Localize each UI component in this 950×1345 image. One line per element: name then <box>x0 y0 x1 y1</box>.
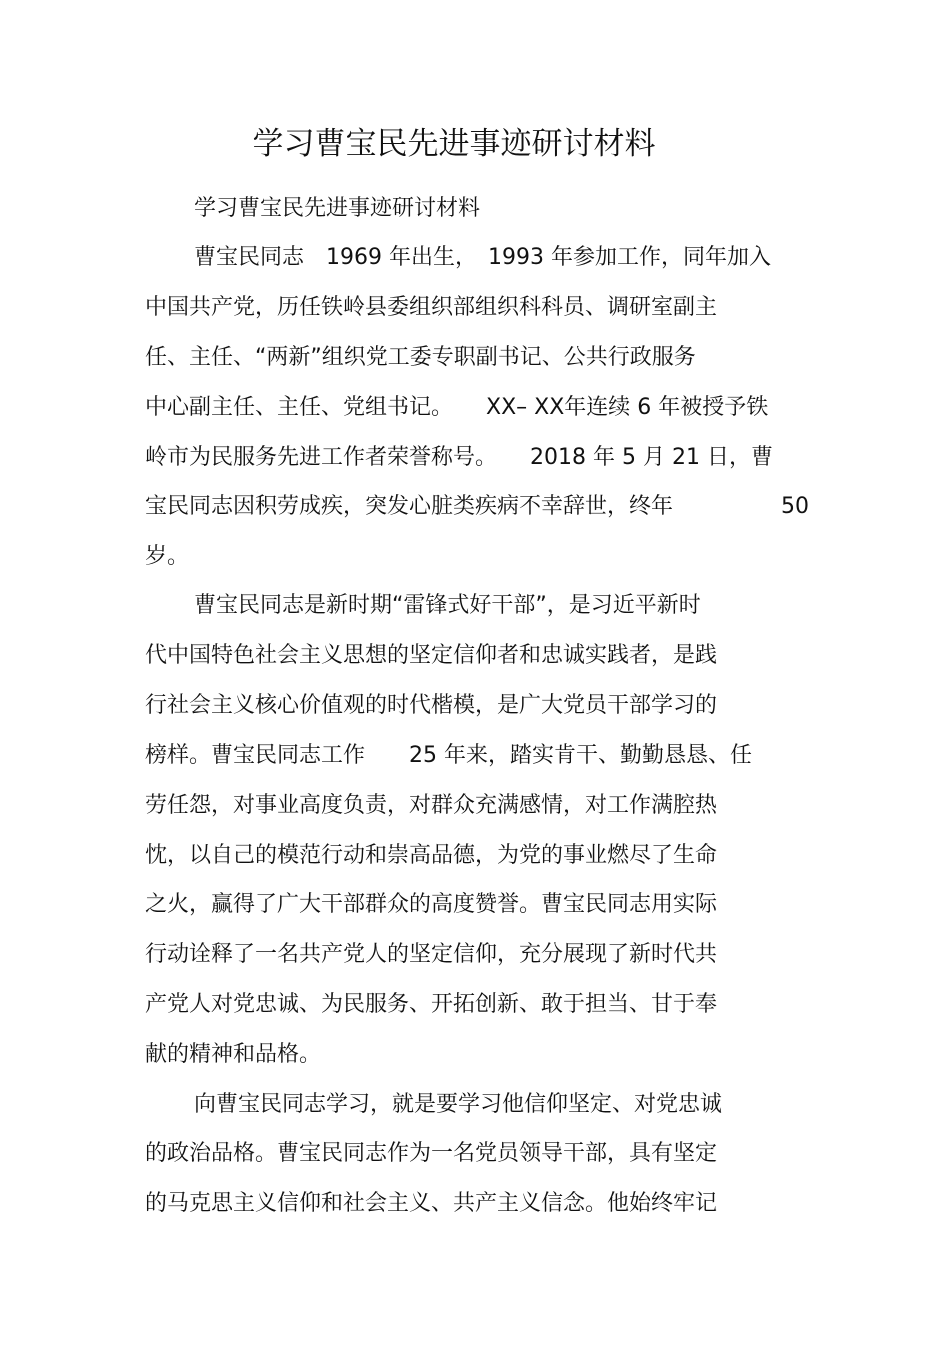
paragraph-2-line-6: 忱，以自己的模范行动和崇高品德，为党的事业燃尽了生命 <box>145 843 718 868</box>
paragraph-2-line-5: 劳任怨，对事业高度负责，对群众充满感情，对工作满腔热 <box>145 793 718 818</box>
paragraph-1-line-4: 中心副主任、主任、党组书记。 XX– XX年连续 6 年被授予铁 <box>145 395 769 420</box>
document-subtitle: 学习曹宝民先进事迹研讨材料 <box>194 196 481 221</box>
paragraph-1-line-1: 曹宝民同志 1969 年出生， 1993 年参加工作，同年加入 <box>194 245 771 270</box>
paragraph-1-line-2: 中国共产党，历任铁岭县委组织部组织科科员、调研室副主 <box>145 295 718 320</box>
paragraph-1-line-5: 岭市为民服务先进工作者荣誉称号。 2018 年 5 月 21 日，曹 <box>145 445 773 470</box>
paragraph-2-line-10: 献的精神和品格。 <box>145 1042 322 1067</box>
paragraph-2-line-3: 行社会主义核心价值观的时代楷模，是广大党员干部学习的 <box>145 693 718 718</box>
paragraph-2-line-8: 行动诠释了一名共产党人的坚定信仰，充分展现了新时代共 <box>145 942 718 967</box>
paragraph-2-line-1: 曹宝民同志是新时期“雷锋式好干部”，是习近平新时 <box>194 593 701 618</box>
paragraph-3-line-1: 向曹宝民同志学习，就是要学习他信仰坚定、对党忠诚 <box>194 1092 723 1117</box>
paragraph-2-line-2: 代中国特色社会主义思想的坚定信仰者和忠诚实践者，是践 <box>145 643 718 668</box>
paragraph-1-line-3: 任、主任、“两新”组织党工委专职副书记、公共行政服务 <box>145 345 696 370</box>
paragraph-1-line-6-age: 50 <box>781 494 809 519</box>
paragraph-1-line-7: 岁。 <box>145 544 190 569</box>
paragraph-3-line-3: 的马克思主义信仰和社会主义、共产主义信念。他始终牢记 <box>145 1191 718 1216</box>
paragraph-1-line-6: 宝民同志因积劳成疾，突发心脏类疾病不幸辞世，终年 <box>145 494 674 519</box>
paragraph-3-line-2: 的政治品格。曹宝民同志作为一名党员领导干部，具有坚定 <box>145 1141 718 1166</box>
paragraph-2-line-9: 产党人对党忠诚、为民服务、开拓创新、敢于担当、甘于奉 <box>145 992 718 1017</box>
paragraph-2-line-4: 榜样。曹宝民同志工作 25 年来，踏实肯干、勤勤恳恳、任 <box>145 743 752 768</box>
paragraph-2-line-7: 之火，赢得了广大干部群众的高度赞誉。曹宝民同志用实际 <box>145 892 718 917</box>
document-title: 学习曹宝民先进事迹研讨材料 <box>252 126 656 162</box>
